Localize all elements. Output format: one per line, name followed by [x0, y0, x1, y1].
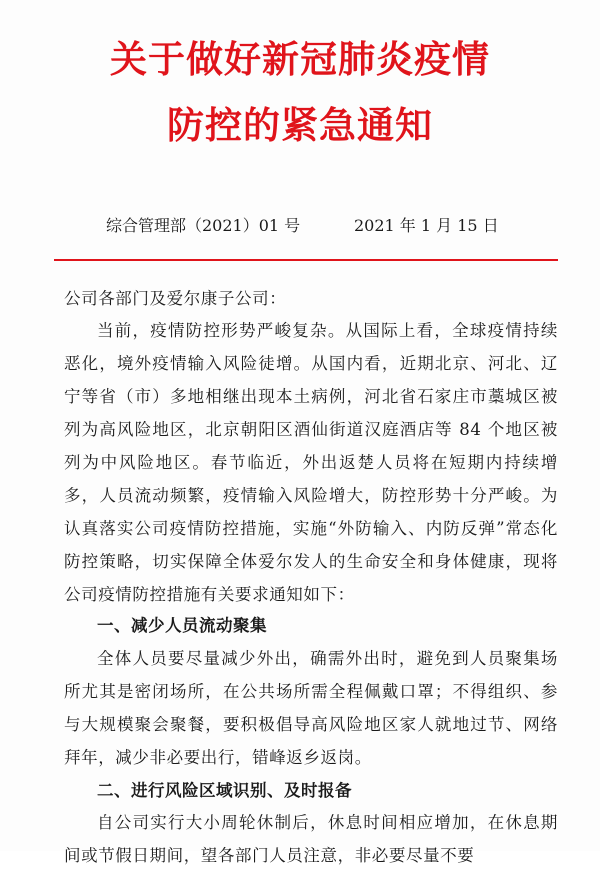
section1-text: 全体人员要尽量减少外出，确需外出时，避免到人员聚集场所尤其是密闭场所，在公共场所需全程佩戴口罩；不得组织、参与大规模聚会聚餐，要积极倡导高风险地区家人就地过节、网络拜年，减少非必要出行，错峰返乡返岗。	[64, 649, 558, 767]
section1-heading	[64, 609, 558, 642]
section2-paragraph	[64, 806, 558, 872]
section1-heading-text: 一、减少人员流动聚集	[97, 616, 267, 635]
section2-heading-text: 二、进行风险区域识别、及时报备	[97, 781, 352, 800]
red-divider-line	[54, 259, 558, 261]
section2-heading	[64, 774, 558, 807]
notice-title-line2: 防控的紧急通知	[167, 104, 433, 147]
intro-paragraph	[64, 314, 558, 611]
salutation-text: 公司各部门及爱尔康子公司：	[64, 289, 287, 308]
notice-title-line1: 关于做好新冠肺炎疫情	[110, 38, 490, 81]
section2-text: 自公司实行大小周轮休制后，休息时间相应增加，在休息期间或节假日期间，望各部门人员注意，非必要尽量不要	[64, 813, 558, 865]
document-date: 2021 年 1 月 15 日	[354, 216, 499, 235]
intro-text: 当前，疫情防控形势严峻复杂。从国际上看，全球疫情持续恶化，境外疫情输入风险徒增。从国内看，近期北京、河北、辽宁等省（市）多地相继出现本土病例，河北省石家庄市藁城区被列为高风险地区，北京朝阳区酒仙街道汉庭酒店等 84 个地区被列为中风险地区。春节临近，外出返楚人员将在短期内持续增多，人员流动频繁，疫情输入风险增大，防控形势十分严峻。为认真落实公司疫情防控措施，实施“外防输入、内防反弹”常态化防控策略，切实保障全体爱尔发人的生命安全和身体健康，现将公司疫情防控措施有关要求通知如下：	[64, 321, 558, 604]
document-number: 综合管理部（2021）01 号	[106, 216, 301, 235]
section1-paragraph	[64, 642, 558, 774]
salutation	[64, 282, 558, 315]
